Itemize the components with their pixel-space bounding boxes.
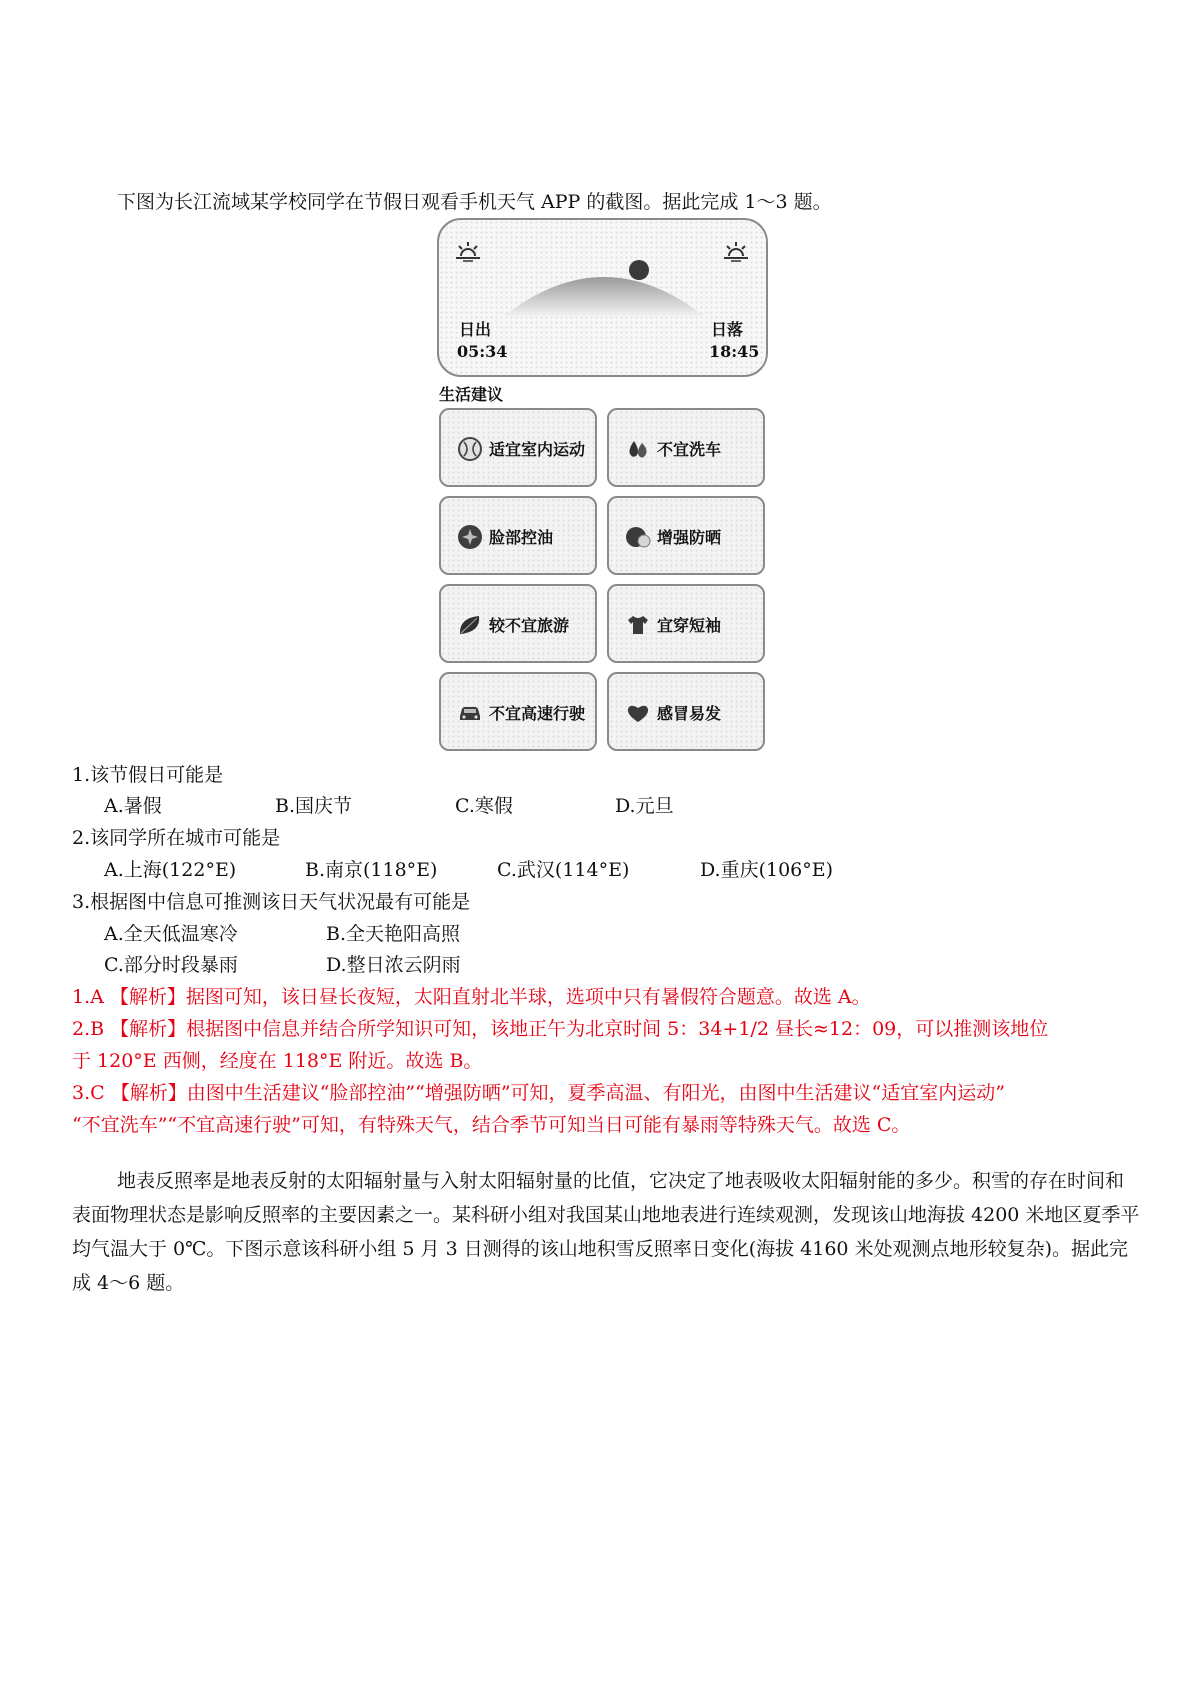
- question-1-option-c: C.寒假: [455, 795, 513, 817]
- answer-2-line-2: 于 120°E 西侧，经度在 118°E 附近。故选 B。: [72, 1050, 483, 1072]
- question-3-option-d: D.整日浓云阴雨: [326, 954, 461, 976]
- tip-label: 宜穿短袖: [657, 616, 722, 635]
- sunset-time: 18:45: [709, 342, 760, 361]
- question-2-option-a: A.上海(122°E): [104, 859, 237, 881]
- sunrise-sunset-card: [437, 218, 768, 377]
- sunrise-icon: [455, 240, 481, 262]
- sun-position-dot: [629, 260, 649, 280]
- car-icon: [457, 700, 483, 726]
- tip-card-sun-protection: [607, 496, 765, 575]
- question-3-stem: 3.根据图中信息可推测该日天气状况最有可能是: [72, 891, 471, 913]
- question-2-option-b: B.南京(118°E): [305, 859, 438, 881]
- sun-protection-icon: [625, 524, 651, 550]
- tip-card-travel: [439, 584, 597, 663]
- question-2-option-d: D.重庆(106°E): [700, 859, 834, 881]
- question-3-option-a: A.全天低温寒冷: [104, 923, 238, 945]
- answer-3-line-1: 3.C 【解析】由图中生活建议“脸部控油”“增强防晒”可知，夏季高温、有阳光，由图中生活建议“适宜室内运动”: [72, 1082, 1005, 1104]
- question-1-stem: 1.该节假日可能是: [72, 764, 224, 786]
- tip-label: 不宜高速行驶: [489, 704, 586, 723]
- weather-app-screenshot: [437, 218, 767, 756]
- sparkle-icon: [457, 524, 483, 550]
- question-1-option-d: D.元旦: [615, 795, 674, 817]
- question-3-option-b: B.全天艳阳高照: [326, 923, 461, 945]
- tip-label: 脸部控油: [489, 528, 554, 547]
- tip-label: 感冒易发: [657, 704, 722, 723]
- heart-icon: [625, 700, 651, 726]
- intro-text-2: 地表反照率是地表反射的太阳辐射量与入射太阳辐射量的比值，它决定了地表吸收太阳辐射能的多少。积雪的存在时间和表面物理状态是影响反照率的主要因素之一。某科研小组对我国某山地地表进行连续观测，发现该山地海拔 4200 米地区夏季平均气温大于 0℃。下图示意该科研小组 5 月 3 日测得的该山地积雪反照率日变化(海拔 4160 米处观测点地形较复杂)。据此完成 4～6 题。: [72, 1170, 1140, 1294]
- answer-3-line-2: “不宜洗车”“不宜高速行驶”可知，有特殊天气，结合季节可知当日可能有暴雨等特殊天气。故选 C。: [72, 1114, 911, 1136]
- tshirt-icon: [625, 612, 651, 638]
- sun-arc: [499, 258, 709, 318]
- sunrise-label: 日出: [459, 320, 492, 339]
- answer-2-line-1: 2.B 【解析】根据图中信息并结合所学知识可知，该地正午为北京时间 5：34+1/2 昼长≈12：09，可以推测该地位: [72, 1018, 1049, 1040]
- tip-label: 增强防晒: [657, 528, 722, 547]
- tip-label: 适宜室内运动: [489, 440, 586, 459]
- tip-card-car-wash: [607, 408, 765, 487]
- tip-card-indoor-sport: [439, 408, 597, 487]
- sunset-label: 日落: [711, 320, 744, 339]
- sunrise-time: 05:34: [457, 342, 508, 361]
- tip-card-clothing: [607, 584, 765, 663]
- question-1-option-a: A.暑假: [104, 795, 162, 817]
- tip-label: 不宜洗车: [657, 440, 722, 459]
- question-2-stem: 2.该同学所在城市可能是: [72, 827, 281, 849]
- question-1-option-b: B.国庆节: [275, 795, 353, 817]
- tip-card-face-oil: [439, 496, 597, 575]
- tips-title: 生活建议: [439, 385, 504, 404]
- leaf-icon: [457, 612, 483, 638]
- tip-card-driving: [439, 672, 597, 751]
- tip-label: 较不宜旅游: [489, 616, 570, 635]
- question-3-option-c: C.部分时段暴雨: [104, 954, 238, 976]
- sunset-icon: [723, 240, 749, 262]
- intro-text-1: 下图为长江流域某学校同学在节假日观看手机天气 APP 的截图。据此完成 1～3 题。: [117, 191, 832, 213]
- answer-1: 1.A 【解析】据图可知，该日昼长夜短，太阳直射北半球，选项中只有暑假符合题意。故选 A。: [72, 986, 871, 1008]
- drop-icon: [625, 436, 651, 462]
- tip-card-cold: [607, 672, 765, 751]
- question-2-option-c: C.武汉(114°E): [497, 859, 630, 881]
- ball-icon: [457, 436, 483, 462]
